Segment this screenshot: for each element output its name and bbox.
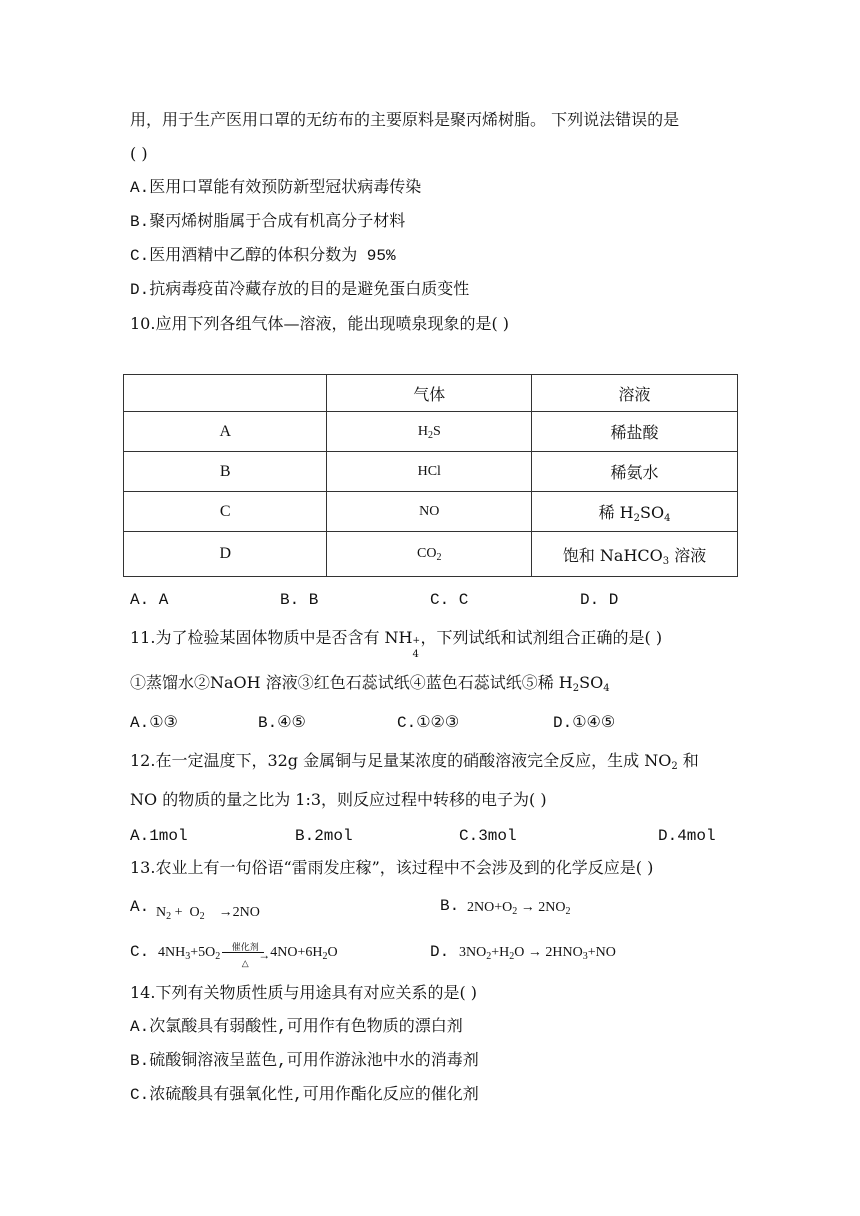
q12-stem-line1: 12.在一定温度下，32g 金属铜与足量某浓度的硝酸溶液完全反应，生成 $NO_2$ 和 [130,751,699,772]
q14-option-a: A.次氯酸具有弱酸性,可用作有色物质的漂白剂 [130,1018,463,1036]
q13-option-c-label: C. [130,943,150,961]
row-label: B [124,452,327,492]
gas-cell: $H_2S$ [327,412,532,452]
q12-stem-line2: NO 的物质的量之比为 1:3，则反应过程中转移的电子为( ) [130,790,547,809]
table-header-cell [124,375,327,412]
q9-answer-paren: ( ) [130,144,148,163]
q10-table [123,374,738,577]
gas-cell: HCl [327,452,532,492]
q14-option-b: B.硫酸铜溶液呈蓝色,可用作游泳池中水的消毒剂 [130,1052,479,1070]
q9-option-a: A.医用口罩能有效预防新型冠状病毒传染 [130,179,422,197]
q13-option-c-equation: $4NH_3+5O_2$ 催化剂 → △ $4NO+6H_2O$ [158,942,338,968]
q9-option-c: C.医用酒精中乙醇的体积分数为 95% [130,247,396,265]
table-row [124,452,738,492]
q11-option-b: B.④⑤ [258,714,306,732]
q11-items: ①蒸馏水②NaOH 溶液③红色石蕊试纸④蓝色石蕊试纸⑤稀 $H_2SO_4$ [130,673,610,694]
q12-option-d: D.4mol [658,827,716,845]
q11-option-c: C.①②③ [397,714,460,732]
q12-option-b: B.2mol [295,827,353,845]
q13-option-d-label: D. [430,943,450,961]
q13-option-b-equation: $2NO+O_2 \to 2NO_2$ [467,900,571,917]
q10-option-a: A. A [130,591,169,609]
gas-cell: NO [327,492,532,532]
q11-stem: 11.为了检验某固体物质中是否含有 NH + 4 ，下列试纸和试剂组合正确的是( ) [130,628,663,660]
q10-option-b: B. B [280,591,319,609]
solution-cell: 稀氨水 [532,452,738,492]
q12-option-c: C.3mol [459,827,517,845]
q10-option-d: D. D [580,591,619,609]
q10-option-c: C. C [430,591,469,609]
row-label: A [124,412,327,452]
q13-option-d-equation: $3NO_2+H_2O \to 2HNO_3+NO$ [459,945,616,962]
gas-cell: $CO_2$ [327,532,532,577]
table-header-solution: 溶液 [532,375,738,412]
row-label: D [124,532,327,577]
table-row [124,532,738,577]
q13-option-a-label: A. [130,898,150,916]
table-header-gas: 气体 [327,375,532,412]
table-row [124,412,738,452]
q10-stem: 10.应用下列各组气体—溶液，能出现喷泉现象的是( ) [130,314,510,333]
table-header-row [124,375,738,412]
q12-option-a: A.1mol [130,827,188,845]
solution-cell: 稀 $H_2SO_4$ [532,492,738,532]
solution-cell: 稀盐酸 [532,412,738,452]
row-label: C [124,492,327,532]
solution-cell: 饱和 NaHCO$_3$ 溶液 [532,532,738,577]
q13-option-a-equation: $N_2 + O_2$ →2NO [156,905,260,922]
catalyst-arrow: 催化剂 → △ [220,943,270,963]
q14-option-c: C.浓硫酸具有强氧化性,可用作酯化反应的催化剂 [130,1086,479,1104]
q13-option-b-label: B. [440,897,460,915]
q9-option-b: B.聚丙烯树脂属于合成有机高分子材料 [130,213,406,231]
q13-stem: 13.农业上有一句俗语“雷雨发庄稼”，该过程中不会涉及到的化学反应是( ) [130,858,654,877]
q11-option-a: A.①③ [130,714,178,732]
table-row [124,492,738,532]
q11-option-d: D.①④⑤ [553,714,616,732]
q9-option-d: D.抗病毒疫苗冷藏存放的目的是避免蛋白质变性 [130,281,470,299]
q9-stem-line: 用，用于生产医用口罩的无纺布的主要原料是聚丙烯树脂。 下列说法错误的是 [130,110,680,129]
q14-stem: 14.下列有关物质性质与用途具有对应关系的是( ) [130,983,478,1002]
